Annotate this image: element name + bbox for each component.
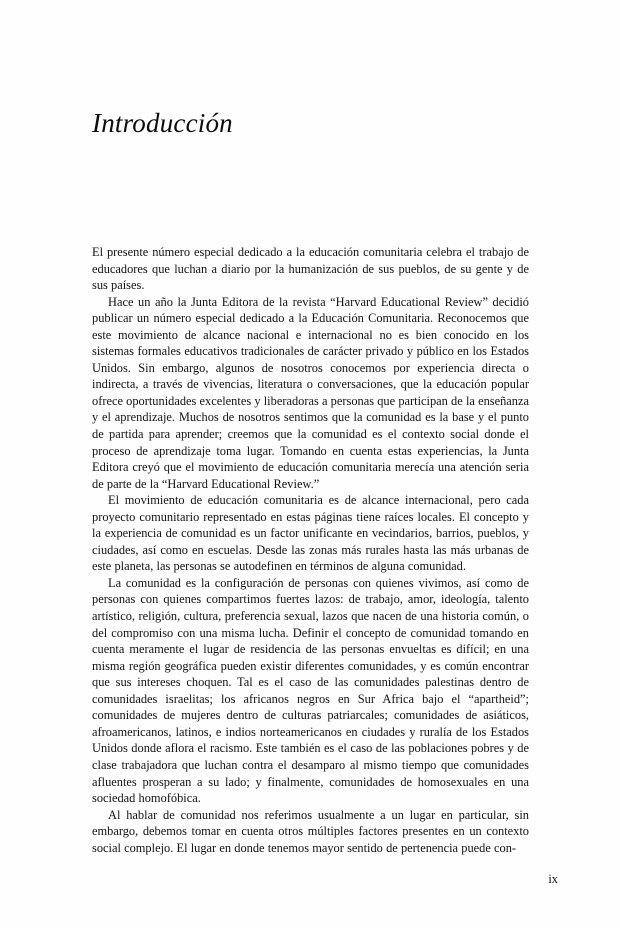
paragraph-3: El movimiento de educación comunitaria es de alcance internacional, pero cada proyecto comunitario representado en estas páginas tiene raíces locales. El concepto y la experiencia de comunidad es un factor unificante en vecindarios, barrios, pueblos, y ciudades, así como en escuelas. Desde las zonas más rurales hasta las más urbanas de este planeta, las personas se autodefinen en términos de alguna comunidad.: [92, 493, 529, 574]
body-text-block: [92, 244, 529, 856]
page-number: ix: [548, 872, 558, 886]
paragraph-1: El presente número especial dedicado a la educación comunitaria celebra el trabajo de educadores que luchan a diario por la humanización de sus pueblos, de su gente y de sus países.: [92, 245, 529, 293]
paragraph-5: Al hablar de comunidad nos referimos usualmente a un lugar en particular, sin embargo, debemos tomar en cuenta otros múltiples factores presentes en un contexto social complejo. El lugar en donde tenemos mayor sentido de pertenencia puede con-: [92, 807, 529, 855]
page-title: Introducción: [92, 108, 233, 138]
paragraph-4: La comunidad es la configuración de personas con quienes vivimos, así como de personas con quienes compartimos fuertes lazos: de trabajo, amor, ideología, talento artístico, religión, cultura, preferencia sexual, lazos que nacen de una historia común, o del compromiso con una misma lucha. Definir el concepto de comunidad tomando en cuenta meramente el lugar de residencia de las personas envueltas es difícil; en una misma región geográfica pueden existir diferentes comunidades, y es común encontrar que sus intereses choquen. Tal es el caso de las comunidades palestinas dentro de comunidades israelitas; los africanos negros en Sur Africa bajo el “apartheid”; comunidades de mujeres dentro de culturas patriarcales; comunidades de asiáticos, afroamericanos, latinos, e indios norteamericanos en ciudades y ruralía de los Estados Unidos donde aflora el racismo. Este también es el caso de las poblaciones pobres y de clase trabajadora que luchan contra el desamparo al mismo tiempo que comunidades afluentes prosperan a su lado; y finalmente, comunidades de homosexuales en una sociedad homofóbica.: [92, 575, 529, 806]
paragraph-2: Hace un año la Junta Editora de la revista “Harvard Educational Review” decidió publicar un número especial dedicado a la Educación Comunitaria. Reconocemos que este movimiento de alcance nacional e internacional no es bien conocido en los sistemas formales educativos tradicionales de carácter privado y público en los Estados Unidos. Sin embargo, algunos de nosotros conocemos por experiencia directa o indirecta, a través de vivencias, literatura o conversaciones, que la educación popular ofrece oportunidades excelentes y liberadoras a personas que participan de la enseñanza y el aprendizaje. Muchos de nosotros sentimos que la comunidad es la base y el punto de partida para aprender; creemos que la comunidad es el contexto social donde el proceso de aprendizaje toma lugar. Tomando en cuenta estas experiencias, la Junta Editora creyó que el movimiento de educación comunitaria merecía una atención seria de parte de la “Harvard Educational Review.”: [92, 294, 529, 491]
